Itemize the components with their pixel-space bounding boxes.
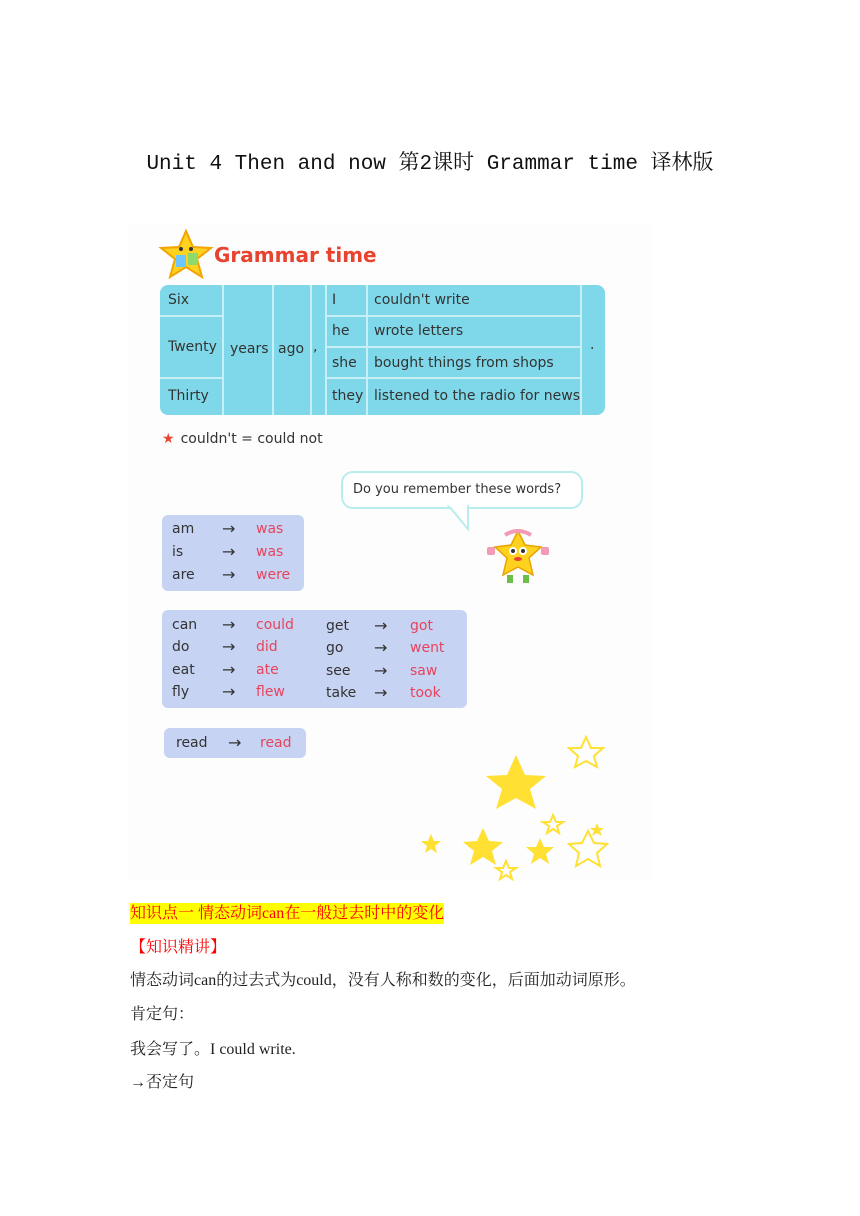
verb-base: go xyxy=(326,640,344,656)
page-title: Unit 4 Then and now 第2课时 Grammar time 译林版 xyxy=(146,153,714,176)
arrow-icon: → xyxy=(374,661,388,680)
verb-past: went xyxy=(410,640,445,656)
table-number-thirty: Thirty xyxy=(168,388,209,404)
arrow-icon: → xyxy=(374,616,388,635)
verb-base: can xyxy=(172,617,198,633)
table-subject-he: he xyxy=(332,323,350,339)
section-heading-text: 知识点一 情态动词can在一般过去时中的变化 xyxy=(130,905,445,922)
paragraph-affirmative-label: 肯定句： xyxy=(130,1006,195,1023)
verb-past: read xyxy=(260,735,292,751)
paragraph-negative-label: →否定句 xyxy=(130,1074,195,1091)
knowledge-subheading: 【知识精讲】 xyxy=(130,939,227,956)
verb-base: are xyxy=(172,567,195,583)
table-years: years xyxy=(230,341,269,357)
arrow-icon: → xyxy=(222,637,236,656)
verb-base: am xyxy=(172,521,195,537)
verb-box-be xyxy=(162,515,304,591)
table-predicate-2: wrote letters xyxy=(374,323,464,339)
table-number-twenty: Twenty xyxy=(168,339,217,355)
grammar-table xyxy=(160,285,605,415)
arrow-icon: → xyxy=(222,682,236,701)
verb-base: see xyxy=(326,663,351,679)
speech-bubble-tail-icon xyxy=(446,505,486,535)
verb-past: did xyxy=(256,639,278,655)
grammar-time-title: Grammar time xyxy=(214,243,377,267)
table-period: . xyxy=(590,337,595,353)
table-subject-they: they xyxy=(332,388,364,404)
paragraph-example: 我会写了。I could write. xyxy=(130,1041,296,1058)
table-comma: , xyxy=(313,339,318,355)
verb-past: got xyxy=(410,618,433,634)
arrow-icon: → xyxy=(374,683,388,702)
table-predicate-1: couldn't write xyxy=(374,292,470,308)
verb-base: fly xyxy=(172,684,190,700)
verb-past: was xyxy=(256,544,284,560)
verb-base: do xyxy=(172,639,190,655)
verb-box-read xyxy=(164,728,306,758)
mascot-character-icon xyxy=(483,527,553,587)
grammar-time-image xyxy=(128,225,652,881)
verb-base: take xyxy=(326,685,357,701)
arrow-icon: → xyxy=(222,615,236,634)
star-badge-icon xyxy=(158,227,218,283)
grammar-time-heading xyxy=(128,225,428,281)
speech-bubble-text: Do you remember these words? xyxy=(353,482,562,497)
contraction-note xyxy=(162,431,323,447)
contraction-note-text: couldn't = could not xyxy=(180,431,323,447)
table-number-six: Six xyxy=(168,292,190,308)
paragraph-rule: 情态动词can的过去式为could，没有人称和数的变化，后面加动词原形。 xyxy=(130,972,636,989)
arrow-icon: → xyxy=(374,638,388,657)
arrow-icon: → xyxy=(222,519,236,538)
arrow-icon: → xyxy=(222,660,236,679)
arrow-icon: → xyxy=(222,565,236,584)
verb-base: get xyxy=(326,618,349,634)
table-predicate-3: bought things from shops xyxy=(374,355,554,371)
verb-past: ate xyxy=(256,662,279,678)
verb-box-irregular xyxy=(162,610,467,708)
verb-past: took xyxy=(410,685,441,701)
verb-past: was xyxy=(256,521,284,537)
arrow-icon: → xyxy=(228,733,242,752)
verb-past: could xyxy=(256,617,294,633)
verb-past: saw xyxy=(410,663,438,679)
verb-past: flew xyxy=(256,684,285,700)
speech-bubble xyxy=(341,471,583,509)
section-heading xyxy=(130,900,444,923)
star-bullet-icon: ★ xyxy=(162,431,175,447)
table-subject-she: she xyxy=(332,355,357,371)
table-subject-i: I xyxy=(332,292,337,308)
verb-base: eat xyxy=(172,662,195,678)
verb-past: were xyxy=(256,567,291,583)
table-ago: ago xyxy=(278,341,305,357)
arrow-icon: → xyxy=(222,542,236,561)
table-predicate-4: listened to the radio for news xyxy=(374,388,580,404)
verb-base: is xyxy=(172,544,184,560)
verb-base: read xyxy=(176,735,208,751)
